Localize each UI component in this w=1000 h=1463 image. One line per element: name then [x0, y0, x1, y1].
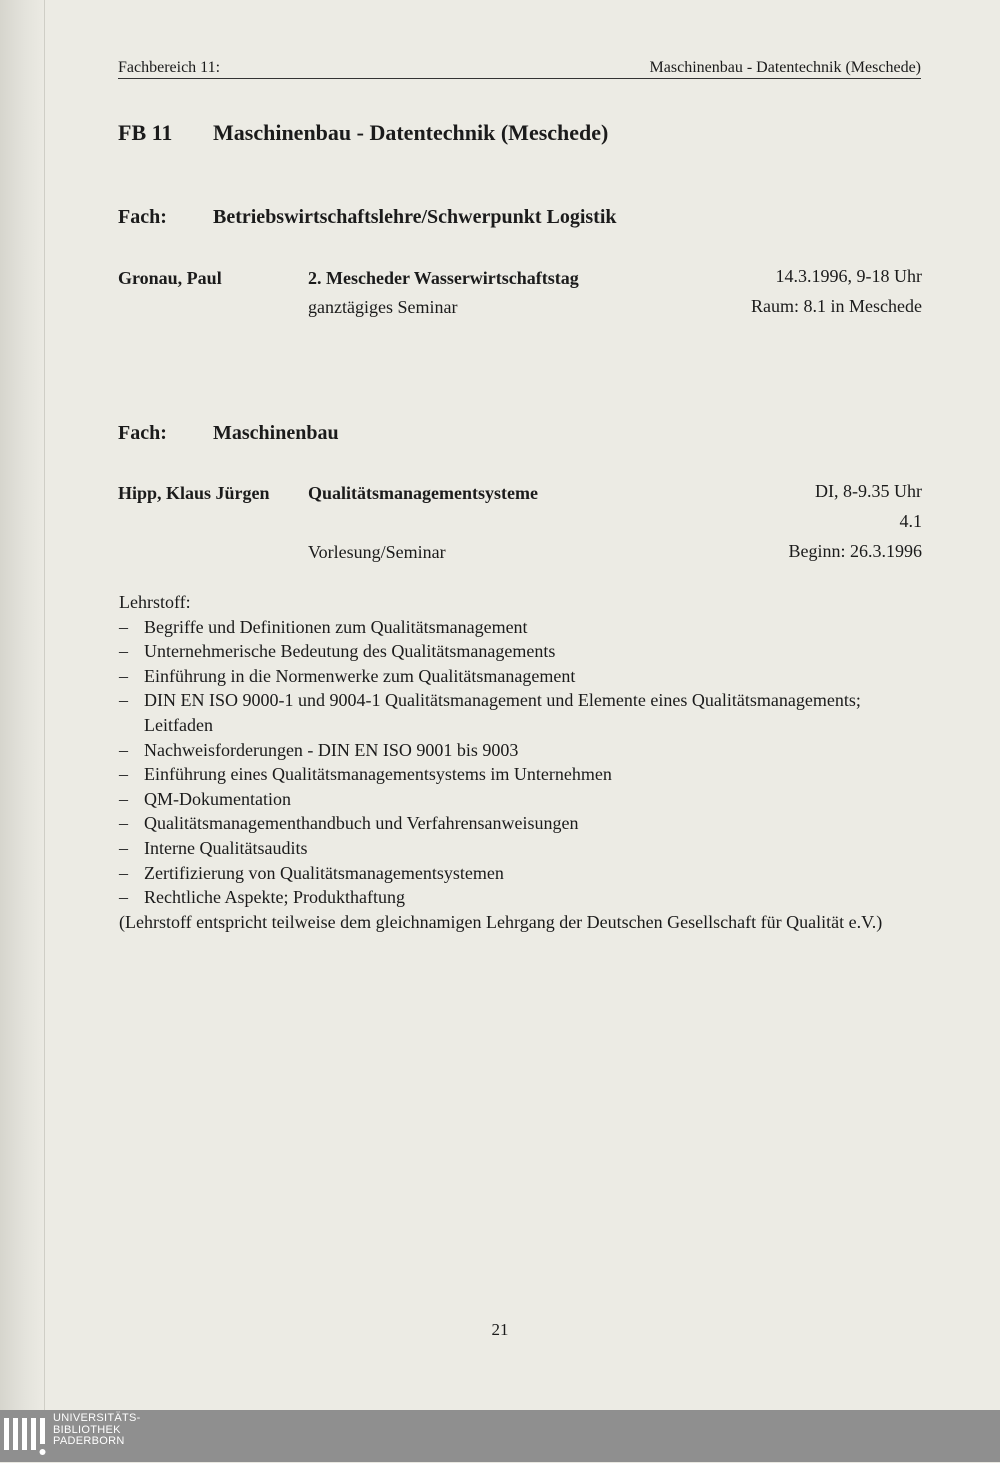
section1-course-type: ganztägiges Seminar [308, 297, 458, 317]
section2-course-time: DI, 8-9.35 Uhr [815, 481, 922, 501]
section2-lecturer: Hipp, Klaus Jürgen [118, 483, 270, 503]
lehrstoff-block [119, 590, 922, 934]
list-item-text: Begriffe und Definitionen zum Qualitätsmanagement [144, 616, 528, 637]
list-item-text: Zertifizierung von Qualitätsmanagementsystemen [144, 862, 504, 883]
list-item [119, 861, 922, 886]
list-item [119, 836, 922, 861]
section2-course-start: Beginn: 26.3.1996 [788, 541, 922, 561]
section2-fach-label: Fach: [118, 422, 167, 444]
list-item-text: Rechtliche Aspekte; Produkthaftung [144, 887, 405, 908]
list-item-text: Interne Qualitätsaudits [144, 837, 308, 858]
logo-line: BIBLIOTHEK [53, 1423, 121, 1436]
section1-course-time: 14.3.1996, 9-18 Uhr [775, 266, 922, 286]
running-head-right: Maschinenbau - Datentechnik (Meschede) [649, 59, 921, 76]
section2-course-type: Vorlesung/Seminar [308, 542, 446, 562]
section1-course-title: 2. Mescheder Wasserwirtschaftstag [308, 268, 579, 288]
library-logo-text [53, 1413, 141, 1448]
page-binding-shadow [0, 0, 46, 1410]
list-item [119, 811, 922, 836]
list-item-text: QM-Dokumentation [144, 788, 291, 809]
lehrstoff-note: (Lehrstoff entspricht teilweise dem gleichnamigen Lehrgang der Deutschen Gesellschaft für Qualität e.V.) [119, 911, 883, 932]
department-code: FB 11 [118, 120, 173, 145]
dash-bullet: – [119, 739, 128, 760]
list-item-text: Einführung in die Normenwerke zum Qualitätsmanagement [144, 665, 576, 686]
dash-bullet: – [119, 641, 128, 662]
dash-bullet: – [119, 813, 128, 834]
section2-course-title: Qualitätsmanagementsysteme [308, 483, 538, 503]
list-item-text: DIN EN ISO 9000-1 und 9004-1 Qualitätsmanagement und Elemente eines Qualitätsmanagements; Leitfaden [144, 690, 861, 735]
section2-course-room: 4.1 [899, 511, 922, 531]
list-item [119, 885, 922, 910]
dash-bullet: – [119, 690, 128, 711]
page-fold-line [44, 0, 45, 1410]
list-item-text: Unternehmerische Bedeutung des Qualitätsmanagements [144, 641, 556, 662]
dash-bullet: – [119, 764, 128, 785]
footer-bar [0, 1410, 1000, 1462]
list-item [119, 688, 922, 737]
section1-course-room: Raum: 8.1 in Meschede [751, 296, 922, 316]
list-item-text: Qualitätsmanagementhandbuch und Verfahrensanweisungen [144, 813, 579, 834]
list-item [119, 738, 922, 763]
list-item-text: Nachweisforderungen - DIN EN ISO 9001 bis 9003 [144, 739, 519, 760]
section1-lecturer: Gronau, Paul [118, 268, 222, 288]
section1-fach-name: Betriebswirtschaftslehre/Schwerpunkt Logistik [213, 206, 617, 228]
list-item [119, 615, 922, 640]
running-head-left: Fachbereich 11: [118, 59, 221, 76]
dash-bullet: – [119, 862, 128, 883]
list-item [119, 762, 922, 787]
logo-line: UNIVERSITÄTS- [53, 1412, 141, 1424]
page-number: 21 [491, 1320, 509, 1339]
list-item [119, 787, 922, 812]
lehrstoff-list [119, 615, 922, 910]
list-item [119, 664, 922, 689]
dash-bullet: – [119, 616, 128, 637]
section1-fach-label: Fach: [118, 206, 167, 228]
logo-line: PADERBORN [53, 1435, 125, 1447]
dash-bullet: – [119, 788, 128, 809]
dash-bullet: – [119, 665, 128, 686]
section2-fach-name: Maschinenbau [213, 422, 339, 444]
list-item-text: Einführung eines Qualitätsmanagementsystems im Unternehmen [144, 764, 612, 785]
lehrstoff-label: Lehrstoff: [119, 592, 191, 612]
library-logo-icon [4, 1414, 48, 1458]
running-head [118, 58, 921, 79]
list-item [119, 639, 922, 664]
dash-bullet: – [119, 887, 128, 908]
dash-bullet: – [119, 837, 128, 858]
department-title: Maschinenbau - Datentechnik (Meschede) [213, 120, 609, 145]
